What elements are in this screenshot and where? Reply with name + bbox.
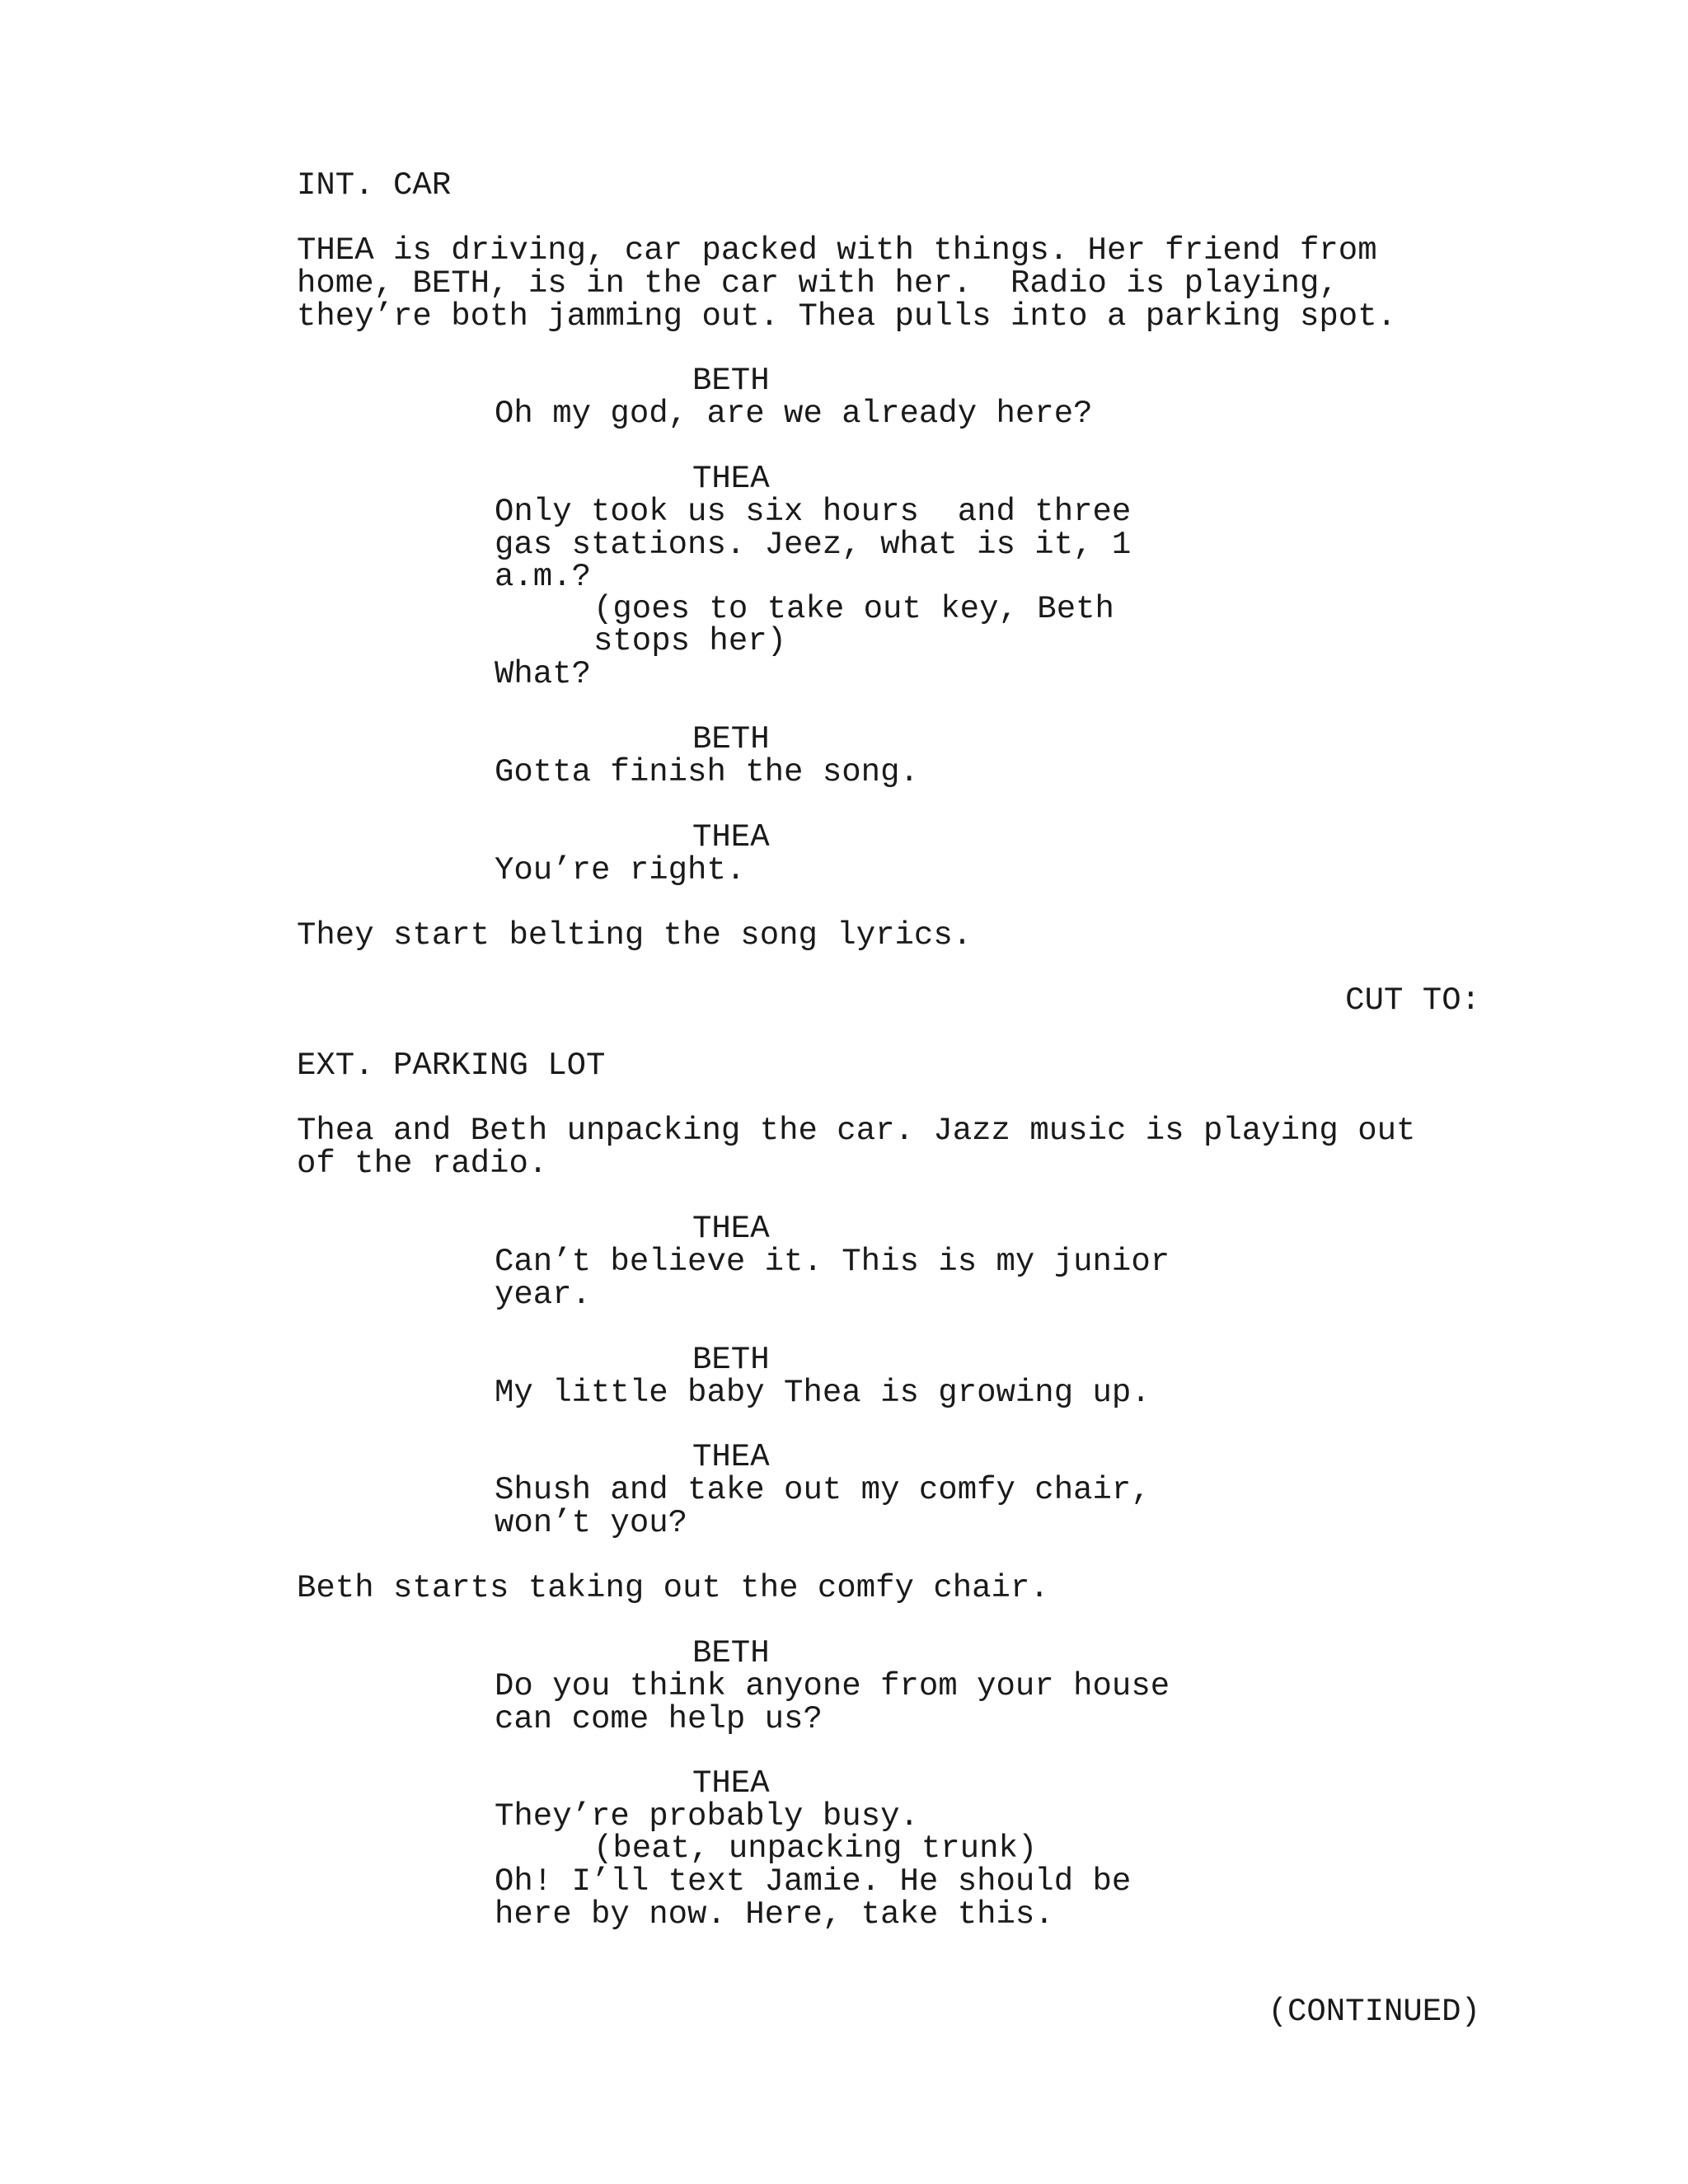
character-name: BETH bbox=[692, 1635, 770, 1671]
dialogue-line: Oh! I’ll text Jamie. He should be bbox=[495, 1863, 1132, 1900]
scene-heading: INT. CAR bbox=[297, 167, 452, 204]
dialogue-line: Shush and take out my comfy chair, bbox=[495, 1472, 1151, 1508]
character-name: THEA bbox=[692, 1765, 770, 1802]
action-line: They start belting the song lyrics. bbox=[297, 917, 973, 954]
character-name: THEA bbox=[692, 1211, 770, 1247]
dialogue-line: won’t you? bbox=[495, 1505, 688, 1541]
character-name: THEA bbox=[692, 461, 770, 497]
transition: CUT TO: bbox=[1345, 982, 1480, 1019]
continued-marker: (CONTINUED) bbox=[1268, 1994, 1480, 2030]
dialogue-line: Only took us six hours and three bbox=[495, 494, 1132, 530]
dialogue-line: What? bbox=[495, 656, 592, 692]
action-line: Thea and Beth unpacking the car. Jazz music is playing out bbox=[297, 1113, 1416, 1149]
character-name: THEA bbox=[692, 1439, 770, 1475]
action-line: of the radio. bbox=[297, 1146, 548, 1182]
character-name: BETH bbox=[692, 1342, 770, 1378]
action-line: they’re both jamming out. Thea pulls into a parking spot. bbox=[297, 298, 1397, 335]
parenthetical: stops her) bbox=[593, 623, 787, 659]
scene-heading: EXT. PARKING LOT bbox=[297, 1047, 606, 1084]
character-name: THEA bbox=[692, 819, 770, 855]
dialogue-line: here by now. Here, take this. bbox=[495, 1896, 1054, 1933]
character-name: BETH bbox=[692, 721, 770, 757]
dialogue-line: gas stations. Jeez, what is it, 1 bbox=[495, 527, 1132, 563]
dialogue-line: My little baby Thea is growing up. bbox=[495, 1375, 1151, 1411]
action-line: Beth starts taking out the comfy chair. bbox=[297, 1570, 1049, 1606]
action-line: THEA is driving, car packed with things. Her friend from bbox=[297, 232, 1377, 269]
dialogue-line: They’re probably busy. bbox=[495, 1798, 919, 1835]
dialogue-line: Oh my god, are we already here? bbox=[495, 396, 1093, 432]
character-name: BETH bbox=[692, 363, 770, 399]
dialogue-line: year. bbox=[495, 1277, 592, 1313]
dialogue-line: Do you think anyone from your house bbox=[495, 1668, 1170, 1704]
dialogue-line: a.m.? bbox=[495, 559, 592, 595]
parenthetical: (goes to take out key, Beth bbox=[593, 591, 1114, 627]
parenthetical: (beat, unpacking trunk) bbox=[593, 1830, 1038, 1867]
dialogue-line: You’re right. bbox=[495, 852, 746, 888]
dialogue-line: Can’t believe it. This is my junior bbox=[495, 1244, 1170, 1280]
action-line: home, BETH, is in the car with her. Radio is playing, bbox=[297, 265, 1339, 302]
dialogue-line: can come help us? bbox=[495, 1701, 823, 1737]
dialogue-line: Gotta finish the song. bbox=[495, 754, 919, 790]
